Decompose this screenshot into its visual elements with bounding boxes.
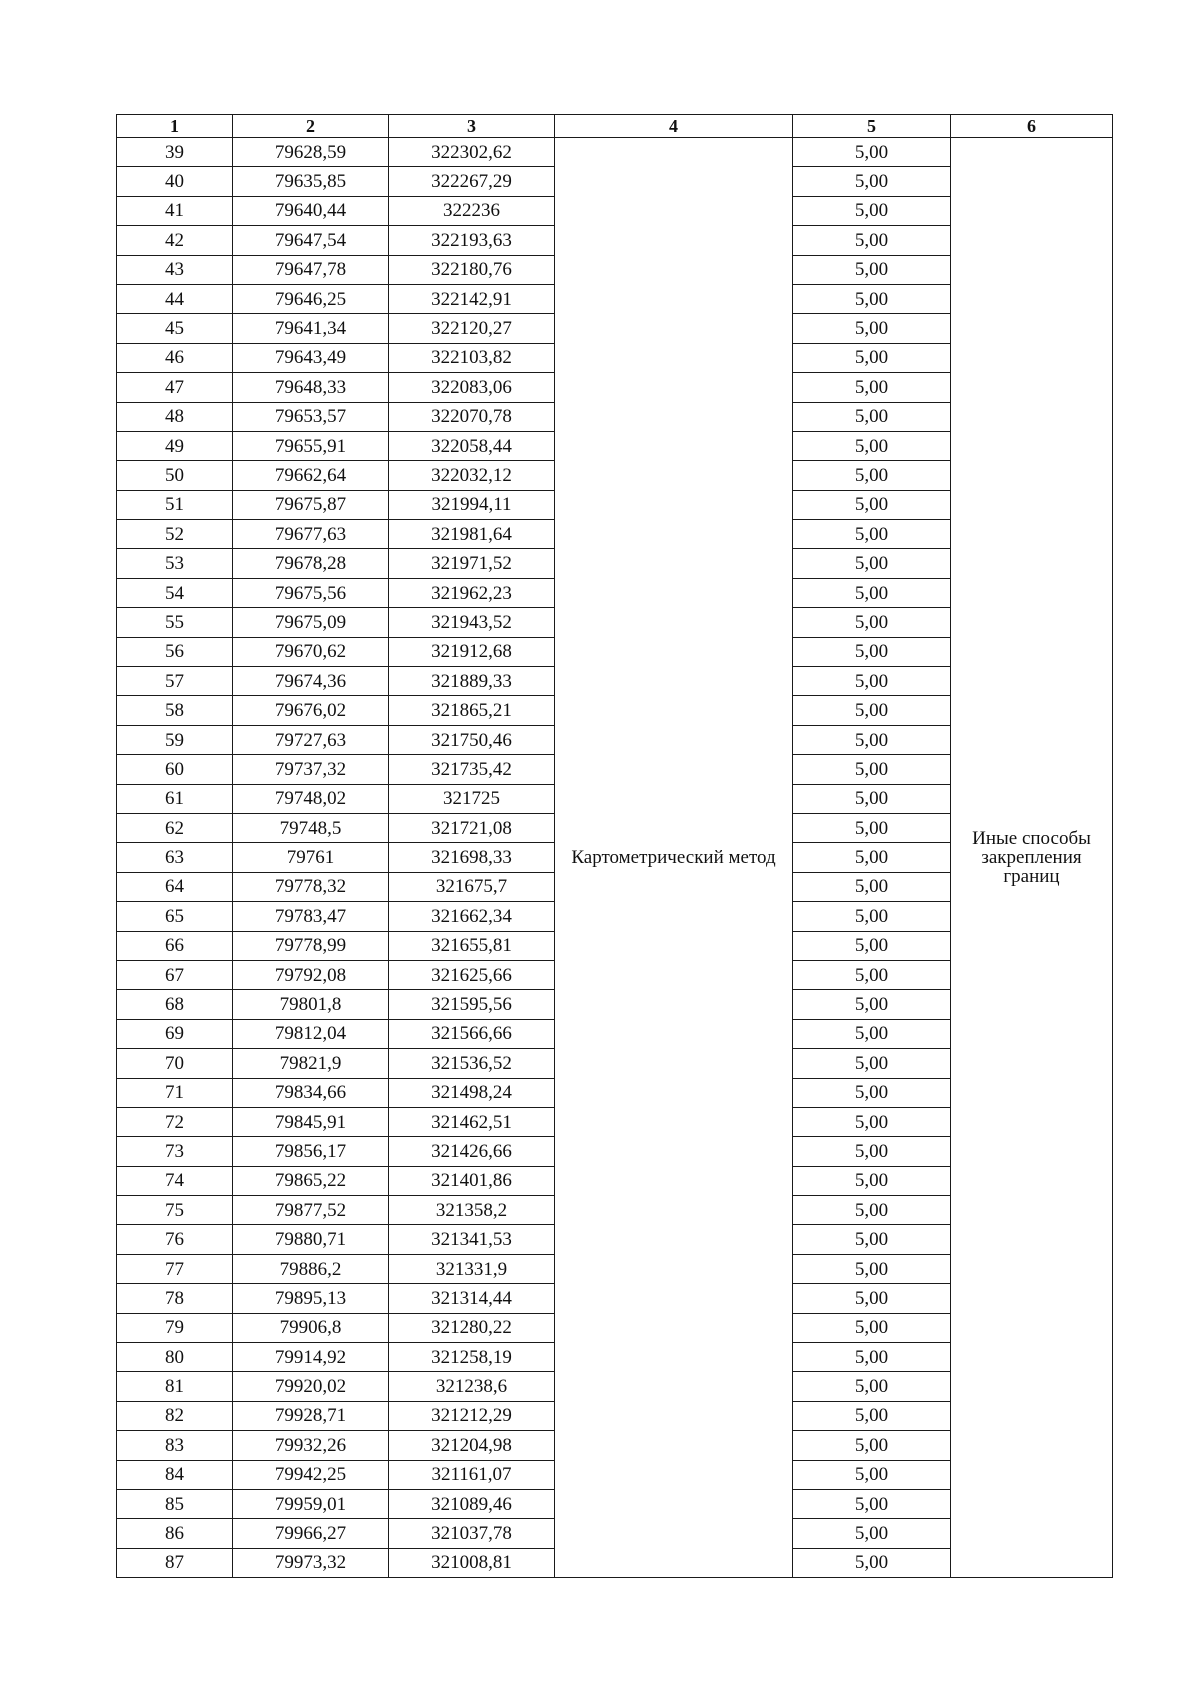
y-coordinate-cell: 321426,66: [389, 1137, 555, 1166]
y-coordinate-cell: 321536,52: [389, 1049, 555, 1078]
x-coordinate-cell: 79973,32: [233, 1548, 389, 1577]
y-coordinate-cell: 321212,29: [389, 1401, 555, 1430]
point-number-cell: 81: [117, 1372, 233, 1401]
y-coordinate-cell: 322236: [389, 196, 555, 225]
accuracy-cell: 5,00: [793, 343, 951, 372]
accuracy-cell: 5,00: [793, 608, 951, 637]
x-coordinate-cell: 79647,78: [233, 255, 389, 284]
x-coordinate-cell: 79942,25: [233, 1460, 389, 1489]
point-number-cell: 43: [117, 255, 233, 284]
y-coordinate-cell: 321912,68: [389, 637, 555, 666]
x-coordinate-cell: 79914,92: [233, 1343, 389, 1372]
accuracy-cell: 5,00: [793, 872, 951, 901]
point-number-cell: 50: [117, 461, 233, 490]
accuracy-cell: 5,00: [793, 1166, 951, 1195]
accuracy-cell: 5,00: [793, 1196, 951, 1225]
table-row: [117, 138, 1113, 167]
y-coordinate-cell: 321204,98: [389, 1431, 555, 1460]
accuracy-cell: 5,00: [793, 990, 951, 1019]
x-coordinate-cell: 79932,26: [233, 1431, 389, 1460]
x-coordinate-cell: 79640,44: [233, 196, 389, 225]
x-coordinate-cell: 79928,71: [233, 1401, 389, 1430]
x-coordinate-cell: 79778,99: [233, 931, 389, 960]
accuracy-cell: 5,00: [793, 1019, 951, 1048]
x-coordinate-cell: 79648,33: [233, 373, 389, 402]
x-coordinate-cell: 79653,57: [233, 402, 389, 431]
accuracy-cell: 5,00: [793, 637, 951, 666]
x-coordinate-cell: 79675,56: [233, 578, 389, 607]
x-coordinate-cell: 79845,91: [233, 1107, 389, 1136]
x-coordinate-cell: 79662,64: [233, 461, 389, 490]
y-coordinate-cell: 322083,06: [389, 373, 555, 402]
accuracy-cell: 5,00: [793, 226, 951, 255]
header-col-5: 5: [793, 115, 951, 138]
accuracy-cell: 5,00: [793, 1401, 951, 1430]
accuracy-cell: 5,00: [793, 755, 951, 784]
point-number-cell: 51: [117, 490, 233, 519]
point-number-cell: 78: [117, 1284, 233, 1313]
x-coordinate-cell: 79792,08: [233, 960, 389, 989]
point-number-cell: 63: [117, 843, 233, 872]
accuracy-cell: 5,00: [793, 1107, 951, 1136]
y-coordinate-cell: 321331,9: [389, 1254, 555, 1283]
point-number-cell: 70: [117, 1049, 233, 1078]
x-coordinate-cell: 79812,04: [233, 1019, 389, 1048]
method-cell: Картометрический метод: [555, 138, 793, 1578]
y-coordinate-cell: 322032,12: [389, 461, 555, 490]
x-coordinate-cell: 79920,02: [233, 1372, 389, 1401]
accuracy-cell: 5,00: [793, 696, 951, 725]
x-coordinate-cell: 79895,13: [233, 1284, 389, 1313]
point-number-cell: 66: [117, 931, 233, 960]
y-coordinate-cell: 321625,66: [389, 960, 555, 989]
point-number-cell: 82: [117, 1401, 233, 1430]
y-coordinate-cell: 322058,44: [389, 431, 555, 460]
y-coordinate-cell: 321401,86: [389, 1166, 555, 1195]
point-number-cell: 76: [117, 1225, 233, 1254]
accuracy-cell: 5,00: [793, 255, 951, 284]
y-coordinate-cell: 321994,11: [389, 490, 555, 519]
y-coordinate-cell: 321655,81: [389, 931, 555, 960]
y-coordinate-cell: 321258,19: [389, 1343, 555, 1372]
y-coordinate-cell: 321238,6: [389, 1372, 555, 1401]
x-coordinate-cell: 79748,5: [233, 813, 389, 842]
accuracy-cell: 5,00: [793, 1519, 951, 1548]
accuracy-cell: 5,00: [793, 549, 951, 578]
point-number-cell: 64: [117, 872, 233, 901]
x-coordinate-cell: 79778,32: [233, 872, 389, 901]
y-coordinate-cell: 322070,78: [389, 402, 555, 431]
point-number-cell: 61: [117, 784, 233, 813]
accuracy-cell: 5,00: [793, 1049, 951, 1078]
y-coordinate-cell: 321341,53: [389, 1225, 555, 1254]
y-coordinate-cell: 321750,46: [389, 725, 555, 754]
coordinates-table: [116, 114, 1113, 1578]
y-coordinate-cell: 321721,08: [389, 813, 555, 842]
accuracy-cell: 5,00: [793, 1313, 951, 1342]
accuracy-cell: 5,00: [793, 1284, 951, 1313]
accuracy-cell: 5,00: [793, 1078, 951, 1107]
x-coordinate-cell: 79856,17: [233, 1137, 389, 1166]
y-coordinate-cell: 321865,21: [389, 696, 555, 725]
table-body: [117, 138, 1113, 1578]
table-header: [117, 115, 1113, 138]
x-coordinate-cell: 79801,8: [233, 990, 389, 1019]
accuracy-cell: 5,00: [793, 960, 951, 989]
accuracy-cell: 5,00: [793, 1548, 951, 1577]
point-number-cell: 41: [117, 196, 233, 225]
x-coordinate-cell: 79877,52: [233, 1196, 389, 1225]
x-coordinate-cell: 79675,87: [233, 490, 389, 519]
x-coordinate-cell: 79646,25: [233, 284, 389, 313]
accuracy-cell: 5,00: [793, 520, 951, 549]
y-coordinate-cell: 321008,81: [389, 1548, 555, 1577]
y-coordinate-cell: 321725: [389, 784, 555, 813]
x-coordinate-cell: 79635,85: [233, 167, 389, 196]
accuracy-cell: 5,00: [793, 784, 951, 813]
point-number-cell: 83: [117, 1431, 233, 1460]
x-coordinate-cell: 79865,22: [233, 1166, 389, 1195]
point-number-cell: 39: [117, 138, 233, 167]
y-coordinate-cell: 321943,52: [389, 608, 555, 637]
accuracy-cell: 5,00: [793, 578, 951, 607]
y-coordinate-cell: 321089,46: [389, 1489, 555, 1518]
point-number-cell: 57: [117, 667, 233, 696]
point-number-cell: 74: [117, 1166, 233, 1195]
x-coordinate-cell: 79675,09: [233, 608, 389, 637]
y-coordinate-cell: 321462,51: [389, 1107, 555, 1136]
point-number-cell: 58: [117, 696, 233, 725]
x-coordinate-cell: 79628,59: [233, 138, 389, 167]
x-coordinate-cell: 79643,49: [233, 343, 389, 372]
header-col-1: 1: [117, 115, 233, 138]
header-col-6: 6: [951, 115, 1113, 138]
y-coordinate-cell: 322103,82: [389, 343, 555, 372]
accuracy-cell: 5,00: [793, 1343, 951, 1372]
point-number-cell: 84: [117, 1460, 233, 1489]
point-number-cell: 59: [117, 725, 233, 754]
point-number-cell: 60: [117, 755, 233, 784]
accuracy-cell: 5,00: [793, 402, 951, 431]
point-number-cell: 68: [117, 990, 233, 1019]
y-coordinate-cell: 321662,34: [389, 902, 555, 931]
x-coordinate-cell: 79676,02: [233, 696, 389, 725]
x-coordinate-cell: 79655,91: [233, 431, 389, 460]
header-col-4: 4: [555, 115, 793, 138]
accuracy-cell: 5,00: [793, 1254, 951, 1283]
accuracy-cell: 5,00: [793, 813, 951, 842]
y-coordinate-cell: 322302,62: [389, 138, 555, 167]
accuracy-cell: 5,00: [793, 1225, 951, 1254]
accuracy-cell: 5,00: [793, 1137, 951, 1166]
point-number-cell: 54: [117, 578, 233, 607]
y-coordinate-cell: 322267,29: [389, 167, 555, 196]
x-coordinate-cell: 79678,28: [233, 549, 389, 578]
x-coordinate-cell: 79783,47: [233, 902, 389, 931]
accuracy-cell: 5,00: [793, 1372, 951, 1401]
accuracy-cell: 5,00: [793, 843, 951, 872]
y-coordinate-cell: 322120,27: [389, 314, 555, 343]
point-number-cell: 86: [117, 1519, 233, 1548]
accuracy-cell: 5,00: [793, 1489, 951, 1518]
point-number-cell: 87: [117, 1548, 233, 1577]
x-coordinate-cell: 79674,36: [233, 667, 389, 696]
point-number-cell: 71: [117, 1078, 233, 1107]
y-coordinate-cell: 322193,63: [389, 226, 555, 255]
accuracy-cell: 5,00: [793, 196, 951, 225]
point-number-cell: 48: [117, 402, 233, 431]
point-number-cell: 72: [117, 1107, 233, 1136]
x-coordinate-cell: 79727,63: [233, 725, 389, 754]
y-coordinate-cell: 321037,78: [389, 1519, 555, 1548]
point-number-cell: 56: [117, 637, 233, 666]
y-coordinate-cell: 321566,66: [389, 1019, 555, 1048]
point-number-cell: 49: [117, 431, 233, 460]
fixing-method-cell: Иные способы закрепления границ: [951, 138, 1113, 1578]
y-coordinate-cell: 322180,76: [389, 255, 555, 284]
y-coordinate-cell: 321280,22: [389, 1313, 555, 1342]
accuracy-cell: 5,00: [793, 1431, 951, 1460]
x-coordinate-cell: 79670,62: [233, 637, 389, 666]
y-coordinate-cell: 321889,33: [389, 667, 555, 696]
point-number-cell: 79: [117, 1313, 233, 1342]
accuracy-cell: 5,00: [793, 373, 951, 402]
point-number-cell: 44: [117, 284, 233, 313]
point-number-cell: 46: [117, 343, 233, 372]
x-coordinate-cell: 79966,27: [233, 1519, 389, 1548]
point-number-cell: 47: [117, 373, 233, 402]
y-coordinate-cell: 321962,23: [389, 578, 555, 607]
point-number-cell: 73: [117, 1137, 233, 1166]
point-number-cell: 62: [117, 813, 233, 842]
accuracy-cell: 5,00: [793, 167, 951, 196]
x-coordinate-cell: 79821,9: [233, 1049, 389, 1078]
x-coordinate-cell: 79906,8: [233, 1313, 389, 1342]
point-number-cell: 40: [117, 167, 233, 196]
x-coordinate-cell: 79737,32: [233, 755, 389, 784]
y-coordinate-cell: 321314,44: [389, 1284, 555, 1313]
y-coordinate-cell: 321981,64: [389, 520, 555, 549]
point-number-cell: 80: [117, 1343, 233, 1372]
x-coordinate-cell: 79880,71: [233, 1225, 389, 1254]
accuracy-cell: 5,00: [793, 314, 951, 343]
x-coordinate-cell: 79641,34: [233, 314, 389, 343]
header-col-2: 2: [233, 115, 389, 138]
y-coordinate-cell: 321675,7: [389, 872, 555, 901]
point-number-cell: 69: [117, 1019, 233, 1048]
y-coordinate-cell: 321498,24: [389, 1078, 555, 1107]
accuracy-cell: 5,00: [793, 431, 951, 460]
point-number-cell: 65: [117, 902, 233, 931]
point-number-cell: 52: [117, 520, 233, 549]
x-coordinate-cell: 79959,01: [233, 1489, 389, 1518]
y-coordinate-cell: 321735,42: [389, 755, 555, 784]
point-number-cell: 53: [117, 549, 233, 578]
y-coordinate-cell: 321698,33: [389, 843, 555, 872]
y-coordinate-cell: 322142,91: [389, 284, 555, 313]
y-coordinate-cell: 321358,2: [389, 1196, 555, 1225]
point-number-cell: 67: [117, 960, 233, 989]
x-coordinate-cell: 79677,63: [233, 520, 389, 549]
point-number-cell: 45: [117, 314, 233, 343]
x-coordinate-cell: 79886,2: [233, 1254, 389, 1283]
point-number-cell: 77: [117, 1254, 233, 1283]
accuracy-cell: 5,00: [793, 284, 951, 313]
accuracy-cell: 5,00: [793, 1460, 951, 1489]
point-number-cell: 85: [117, 1489, 233, 1518]
y-coordinate-cell: 321161,07: [389, 1460, 555, 1489]
x-coordinate-cell: 79748,02: [233, 784, 389, 813]
header-row: [117, 115, 1113, 138]
point-number-cell: 42: [117, 226, 233, 255]
x-coordinate-cell: 79834,66: [233, 1078, 389, 1107]
accuracy-cell: 5,00: [793, 725, 951, 754]
accuracy-cell: 5,00: [793, 902, 951, 931]
x-coordinate-cell: 79761: [233, 843, 389, 872]
x-coordinate-cell: 79647,54: [233, 226, 389, 255]
y-coordinate-cell: 321971,52: [389, 549, 555, 578]
point-number-cell: 55: [117, 608, 233, 637]
y-coordinate-cell: 321595,56: [389, 990, 555, 1019]
accuracy-cell: 5,00: [793, 931, 951, 960]
accuracy-cell: 5,00: [793, 461, 951, 490]
accuracy-cell: 5,00: [793, 138, 951, 167]
accuracy-cell: 5,00: [793, 667, 951, 696]
header-col-3: 3: [389, 115, 555, 138]
accuracy-cell: 5,00: [793, 490, 951, 519]
point-number-cell: 75: [117, 1196, 233, 1225]
